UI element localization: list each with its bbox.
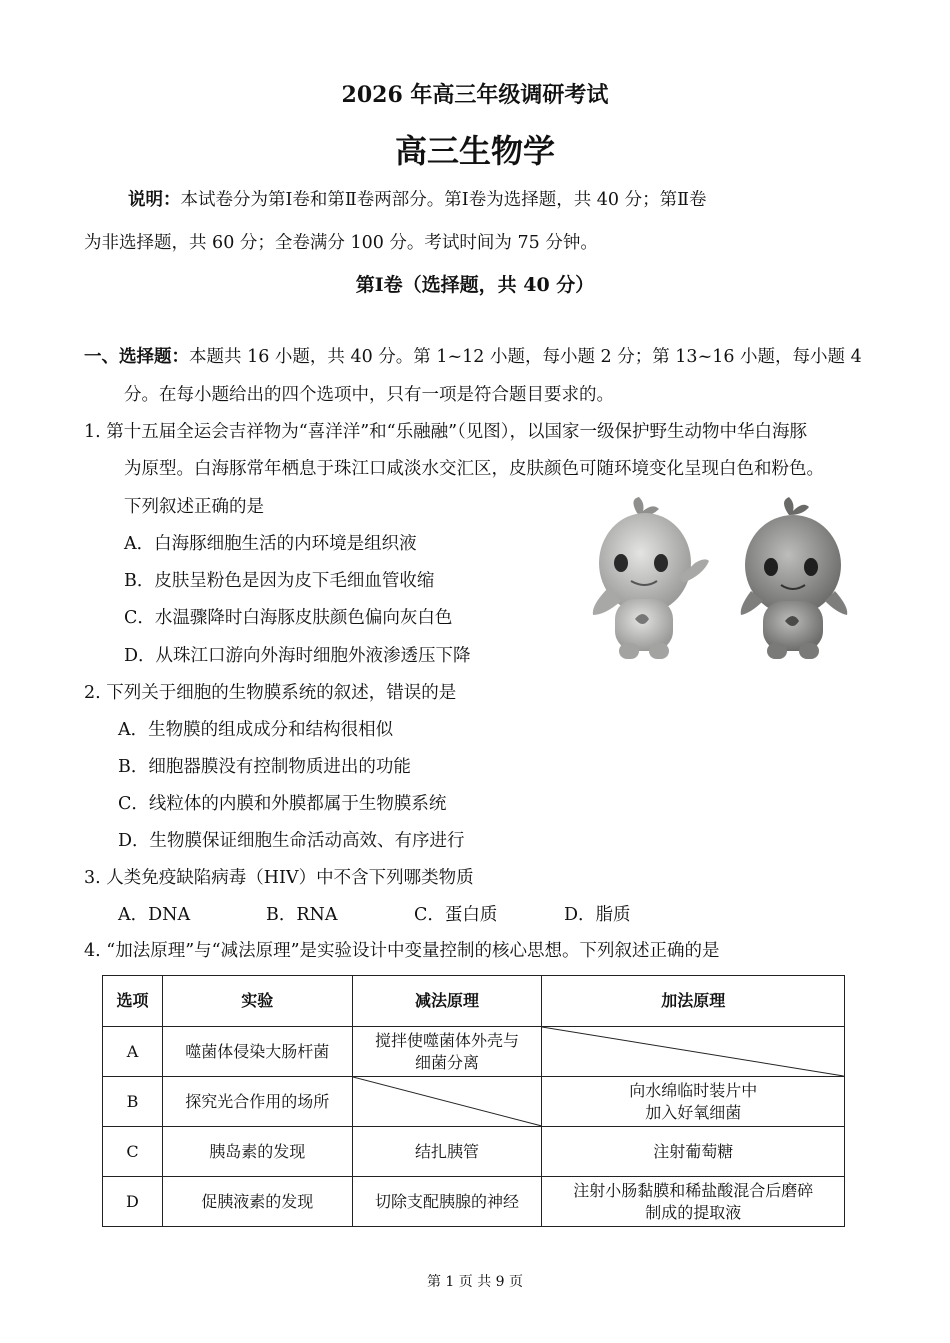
q4-table-header xyxy=(103,976,845,1027)
row-a-experiment: 噬菌体侵染大肠杆菌 xyxy=(162,1027,352,1077)
header-option: 选项 xyxy=(103,976,163,1027)
row-a-subtraction-l1: 搅拌使噬菌体外壳与 xyxy=(375,1030,520,1050)
row-c-experiment: 胰岛素的发现 xyxy=(162,1127,352,1177)
q3-stem: 3. 人类免疫缺陷病毒（HIV）中不含下列哪类物质 xyxy=(84,868,474,888)
table-row xyxy=(103,1027,845,1077)
q2-option-b: B．细胞器膜没有控制物质进出的功能 xyxy=(118,757,411,777)
q3-option-d: D．脂质 xyxy=(564,905,631,925)
table-row xyxy=(103,1127,845,1177)
row-a-subtraction-l2: 细菌分离 xyxy=(415,1052,480,1072)
row-c-subtraction: 结扎胰管 xyxy=(352,1127,542,1177)
q1-line-1: 1. 第十五届全运会吉祥物为“喜洋洋”和“乐融融”（见图），以国家一级保护野生动物中华白海豚 xyxy=(84,422,808,442)
q2-option-d: D．生物膜保证细胞生命活动高效、有序进行 xyxy=(118,831,465,851)
header-addition: 加法原理 xyxy=(542,976,845,1027)
row-d-option: D xyxy=(103,1177,163,1227)
row-b-experiment: 探究光合作用的场所 xyxy=(162,1077,352,1127)
row-b-option: B xyxy=(103,1077,163,1127)
part1-title: 第Ⅰ卷（选择题，共 40 分） xyxy=(355,274,595,296)
header-experiment: 实验 xyxy=(162,976,352,1027)
instructions-text-1: 本试卷分为第Ⅰ卷和第Ⅱ卷两部分。第Ⅰ卷为选择题，共 40 分；第Ⅱ卷 xyxy=(180,190,707,210)
section1-text-1: 本题共 16 小题，共 40 分。第 1~12 小题，每小题 2 分；第 13~16 小题，每小题 4 xyxy=(189,347,862,367)
q1-line-2: 为原型。白海豚常年栖息于珠江口咸淡水交汇区，皮肤颜色可随环境变化呈现白色和粉色。 xyxy=(124,459,824,479)
row-b-addition-l2: 加入好氧细菌 xyxy=(645,1102,742,1122)
row-b-addition xyxy=(542,1077,845,1127)
instructions-line-2: 为非选择题，共 60 分；全卷满分 100 分。考试时间为 75 分钟。 xyxy=(84,233,598,253)
q3-option-b: B．RNA xyxy=(266,905,338,925)
section1-label: 一、选择题： xyxy=(84,347,189,367)
q2-option-c: C．线粒体的内膜和外膜都属于生物膜系统 xyxy=(118,794,447,814)
mascot-left xyxy=(593,497,709,659)
section1-line-1 xyxy=(84,345,862,369)
q1-option-d: D．从珠江口游向外海时细胞外液渗透压下降 xyxy=(124,646,471,666)
q2-stem: 2. 下列关于细胞的生物膜系统的叙述，错误的是 xyxy=(84,683,457,703)
page-footer: 第 1 页 共 9 页 xyxy=(426,1274,524,1290)
q1-line-3: 下列叙述正确的是 xyxy=(124,497,264,517)
row-d-experiment: 促胰液素的发现 xyxy=(162,1177,352,1227)
row-b-addition-l1: 向水绵临时装片中 xyxy=(629,1080,758,1100)
instructions-label: 说明： xyxy=(128,190,181,210)
row-a-option: A xyxy=(103,1027,163,1077)
row-d-addition-l1: 注射小肠黏膜和稀盐酸混合后磨碎 xyxy=(573,1180,814,1200)
q3-option-a: A．DNA xyxy=(118,905,191,925)
row-d-subtraction: 切除支配胰腺的神经 xyxy=(352,1177,542,1227)
section1-line-2: 分。在每小题给出的四个选项中，只有一项是符合题目要求的。 xyxy=(124,385,614,405)
q3-option-c: C．蛋白质 xyxy=(414,905,498,925)
q2-option-a: A．生物膜的组成成分和结构很相似 xyxy=(118,720,394,740)
row-c-addition: 注射葡萄糖 xyxy=(542,1127,845,1177)
table-row xyxy=(103,1077,845,1127)
row-d-addition-l2: 制成的提取液 xyxy=(645,1202,742,1222)
q4-table xyxy=(102,975,845,1227)
header-subtraction: 减法原理 xyxy=(352,976,542,1027)
row-d-addition xyxy=(542,1177,845,1227)
instructions-line-1 xyxy=(128,188,707,212)
q1-option-a: A．白海豚细胞生活的内环境是组织液 xyxy=(124,534,417,554)
q4-stem: 4. “加法原理”与“减法原理”是实验设计中变量控制的核心思想。下列叙述正确的是 xyxy=(84,941,720,961)
exam-title: 2026 年高三年级调研考试 xyxy=(341,82,609,108)
mascot-right xyxy=(741,497,848,659)
mascot-illustration xyxy=(585,495,865,665)
row-b-subtraction-empty xyxy=(352,1077,542,1127)
subject-title: 高三生物学 xyxy=(394,132,555,170)
q1-option-b: B．皮肤呈粉色是因为皮下毛细血管收缩 xyxy=(124,571,435,591)
table-row xyxy=(103,1177,845,1227)
row-a-subtraction xyxy=(352,1027,542,1077)
row-a-addition-empty xyxy=(542,1027,845,1077)
q1-option-c: C．水温骤降时白海豚皮肤颜色偏向灰白色 xyxy=(124,608,453,628)
row-c-option: C xyxy=(103,1127,163,1177)
